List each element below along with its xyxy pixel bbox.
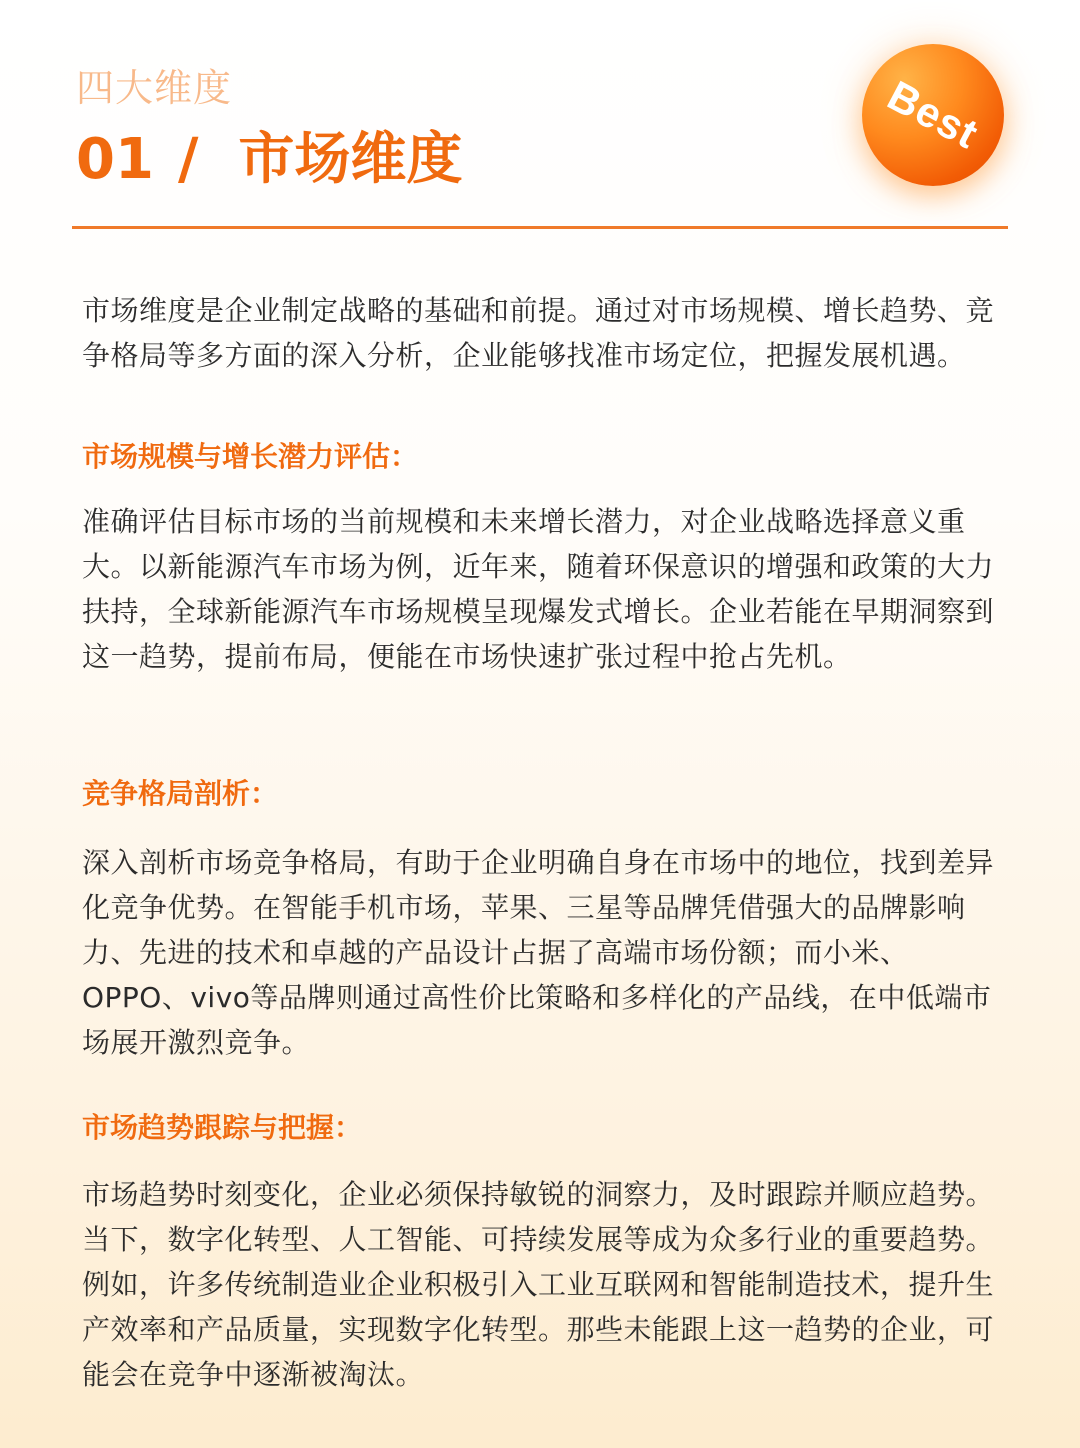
section-body-market-size: 准确评估目标市场的当前规模和未来增长潜力，对企业战略选择意义重大。以新能源汽车市场为例，近年来，随着环保意识的增强和政策的大力扶持，全球新能源汽车市场规模呈现爆发式增长。企业若能在早期洞察到这一趋势，提前布局，便能在市场快速扩张过程中抢占先机。 <box>82 505 995 673</box>
title-slash: / <box>177 127 199 192</box>
section-heading-competition: 竞争格局剖析： <box>82 777 279 810</box>
section-number: 01 <box>76 127 154 192</box>
best-badge <box>862 44 1004 186</box>
intro-paragraph: 市场维度是企业制定战略的基础和前提。通过对市场规模、增长趋势、竞争格局等多方面的深入分析，企业能够找准市场定位，把握发展机遇。 <box>82 294 995 372</box>
section-heading-trends: 市场趋势跟踪与把握： <box>82 1111 363 1144</box>
header-divider <box>72 226 1008 229</box>
page-title <box>76 124 462 196</box>
section-heading-market-size: 市场规模与增长潜力评估： <box>82 440 419 473</box>
section-body-trends: 市场趋势时刻变化，企业必须保持敏锐的洞察力，及时跟踪并顺应趋势。当下，数字化转型、人工智能、可持续发展等成为众多行业的重要趋势。例如，许多传统制造业企业积极引入工业互联网和智能制造技术，提升生产效率和产品质量，实现数字化转型。那些未能跟上这一趋势的企业，可能会在竞争中逐渐被淘汰。 <box>82 1178 995 1391</box>
title-text: 市场维度 <box>238 127 463 192</box>
article-body <box>82 288 1008 1397</box>
section-body-competition: 深入剖析市场竞争格局，有助于企业明确自身在市场中的地位，找到差异化竞争优势。在智能手机市场，苹果、三星等品牌凭借强大的品牌影响力、先进的技术和卓越的产品设计占据了高端市场份额；而小米、OPPO、vivo等品牌则通过高性价比策略和多样化的产品线，在中低端市场展开激烈竞争。 <box>82 846 995 1059</box>
best-badge-label: Best <box>880 71 987 158</box>
section-subtitle: 四大维度 <box>76 66 233 110</box>
